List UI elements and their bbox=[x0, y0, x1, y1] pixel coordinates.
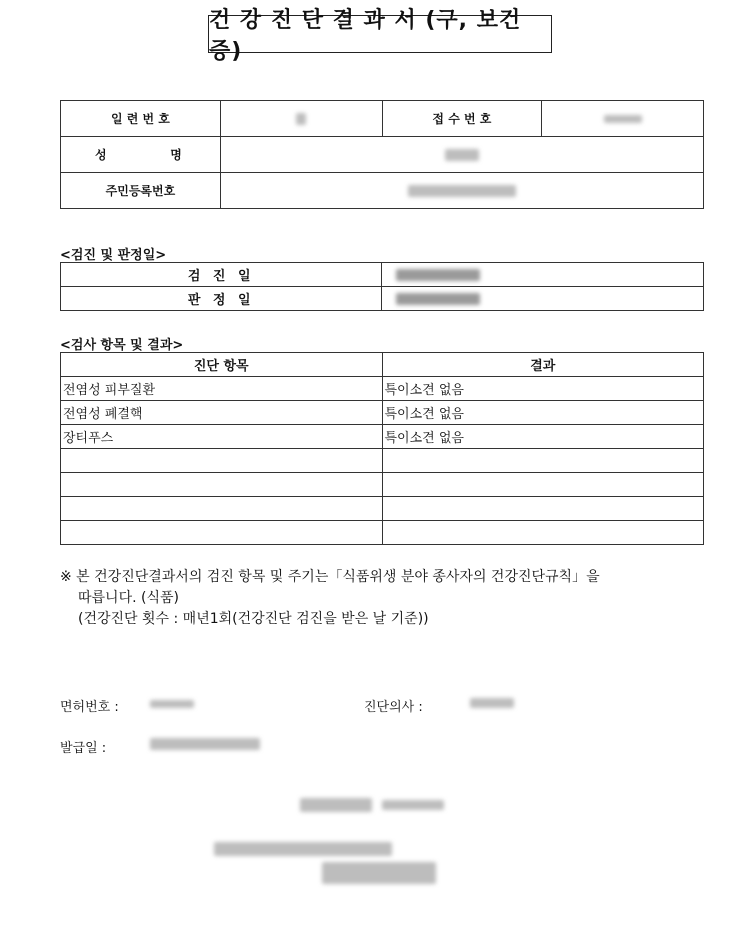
table-row bbox=[61, 449, 704, 473]
table-row bbox=[61, 425, 704, 449]
note-line-3: (건강진단 횟수 : 매년1회(건강진단 검진을 받은 날 기준)) bbox=[78, 611, 429, 627]
issue-date-label: 발급일 : bbox=[60, 741, 107, 756]
serial-number-value bbox=[220, 101, 382, 137]
result-cell bbox=[382, 449, 704, 473]
rrn-value bbox=[220, 173, 703, 209]
regulation-note bbox=[60, 567, 600, 630]
result-cell: 특이소견 없음 bbox=[382, 377, 704, 401]
table-row bbox=[61, 473, 704, 497]
dates-section-heading: <검진 및 판정일> bbox=[60, 248, 167, 263]
results-section-heading: <검사 항목 및 결과> bbox=[60, 338, 184, 353]
result-cell bbox=[382, 473, 704, 497]
table-row bbox=[61, 497, 704, 521]
name-label: 성 명 bbox=[61, 137, 221, 173]
result-cell: 특이소견 없음 bbox=[382, 401, 704, 425]
serial-number-label: 일 련 번 호 bbox=[61, 101, 221, 137]
name-value bbox=[220, 137, 703, 173]
item-cell bbox=[61, 521, 383, 545]
table-row bbox=[61, 521, 704, 545]
item-cell bbox=[61, 473, 383, 497]
issue-date-value bbox=[150, 738, 260, 750]
receipt-number-value bbox=[542, 101, 704, 137]
item-cell: 전염성 피부질환 bbox=[61, 377, 383, 401]
result-cell: 특이소견 없음 bbox=[382, 425, 704, 449]
personal-info-table bbox=[60, 100, 704, 209]
license-number-label: 면허번호 : bbox=[60, 700, 119, 715]
rrn-label: 주민등록번호 bbox=[61, 173, 221, 209]
results-table bbox=[60, 352, 704, 545]
col-item-header: 진단 항목 bbox=[61, 353, 383, 377]
note-line-1: ※ 본 건강진단결과서의 검진 항목 및 주기는「식품위생 분야 종사자의 건강진단규칙」을 bbox=[60, 569, 600, 585]
item-cell bbox=[61, 449, 383, 473]
receipt-number-label: 접 수 번 호 bbox=[382, 101, 542, 137]
judge-date-label: 판 정 일 bbox=[61, 287, 382, 311]
judge-date-value bbox=[382, 287, 704, 311]
col-result-header: 결과 bbox=[382, 353, 704, 377]
exam-date-value bbox=[382, 263, 704, 287]
table-row bbox=[61, 377, 704, 401]
item-cell: 장티푸스 bbox=[61, 425, 383, 449]
note-line-2: 따릅니다. (식품) bbox=[78, 590, 179, 606]
result-cell bbox=[382, 521, 704, 545]
dates-table bbox=[60, 262, 704, 311]
doctor-name-value bbox=[470, 698, 514, 708]
item-cell: 전염성 폐결핵 bbox=[61, 401, 383, 425]
document-title: 건 강 진 단 결 과 서 (구, 보건증) bbox=[208, 15, 552, 53]
result-cell bbox=[382, 497, 704, 521]
exam-date-label: 검 진 일 bbox=[61, 263, 382, 287]
item-cell bbox=[61, 497, 383, 521]
table-row bbox=[61, 401, 704, 425]
doctor-label: 진단의사 : bbox=[364, 700, 423, 715]
license-number-value bbox=[150, 700, 194, 708]
